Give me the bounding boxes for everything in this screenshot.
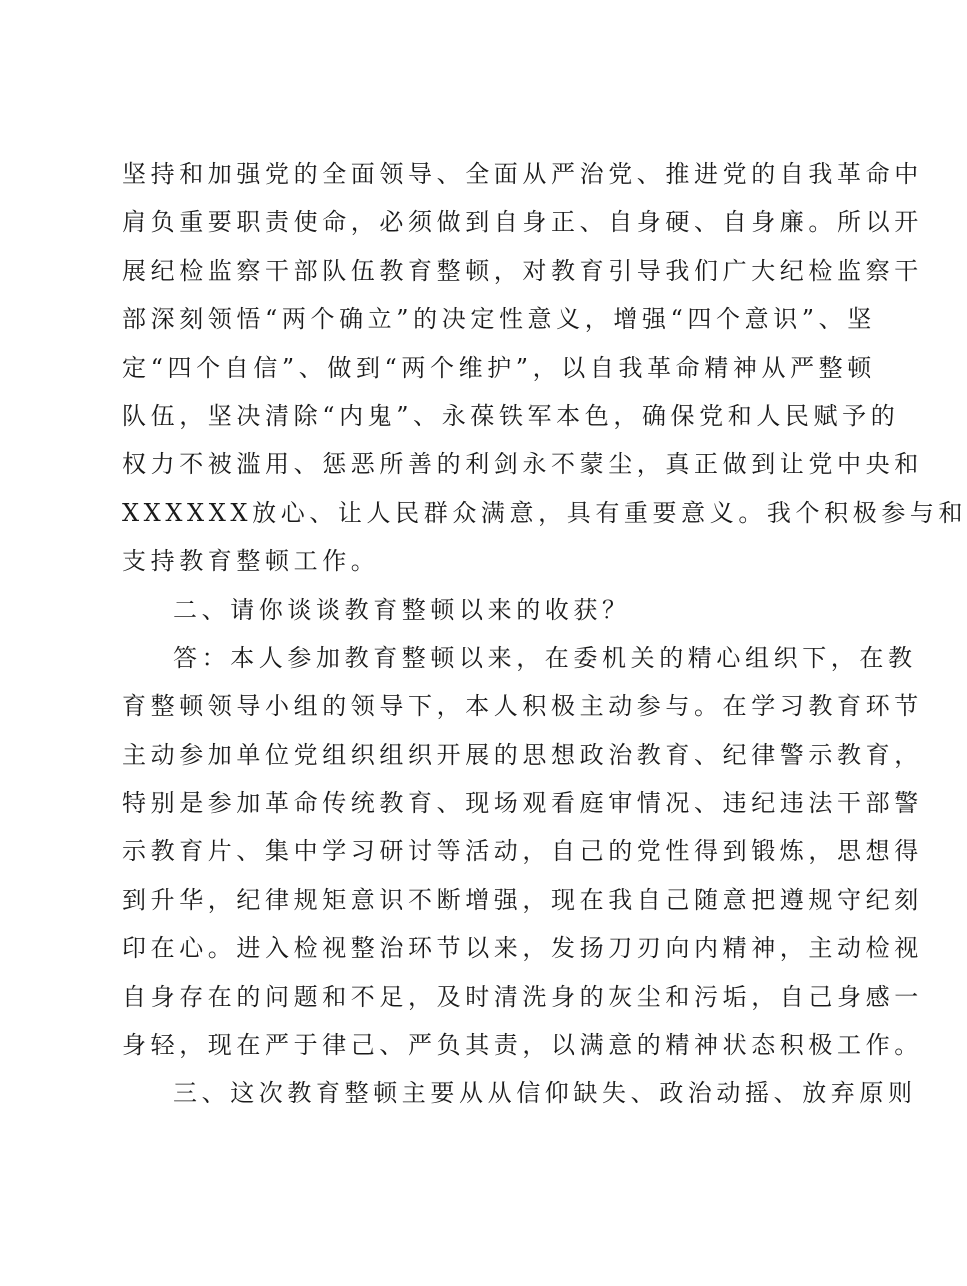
text-line: XXXXXX放心、让人民群众满意，具有重要意义。我个积极参与和: [122, 498, 967, 527]
text-line: 自身存在的问题和不足，及时清洗身的灰尘和污垢，自己身感一: [122, 982, 923, 1011]
text-line: 答：本人参加教育整顿以来，在委机关的精心组织下，在教: [173, 643, 917, 672]
text-line: 部深刻领悟“两个确立”的决定性意义，增强“四个意识”、坚: [122, 305, 876, 334]
text-line: 特别是参加革命传统教育、现场观看庭审情况、违纪违法干部警: [122, 789, 923, 818]
text-line: 身轻，现在严于律己、严负其责，以满意的精神状态积极工作。: [122, 1031, 923, 1060]
text-line: 印在心。进入检视整治环节以来，发扬刀刃向内精神，主动检视: [122, 934, 923, 963]
text-line: 育整顿领导小组的领导下，本人积极主动参与。在学习教育环节: [122, 692, 923, 721]
text-line: 到升华，纪律规矩意识不断增强，现在我自己随意把遵规守纪刻: [122, 885, 923, 914]
text-line: 坚持和加强党的全面领导、全面从严治党、推进党的自我革命中: [122, 160, 923, 188]
text-line: 定“四个自信”、做到“两个维护”，以自我革命精神从严整顿: [122, 353, 876, 382]
document-body: [122, 160, 967, 1128]
text-line: 权力不被滥用、惩恶所善的利剑永不蒙尘，真正做到让党中央和: [122, 450, 923, 479]
section-heading: 三、这次教育整顿主要从从信仰缺失、政治动摇、放弃原则: [173, 1079, 917, 1108]
text-line: 肩负重要职责使命，必须做到自身正、自身硬、自身廉。所以开: [122, 208, 923, 237]
section-heading: 二、请你谈谈教育整顿以来的收获？: [173, 595, 631, 624]
text-line: 主动参加单位党组织组织开展的思想政治教育、纪律警示教育，: [122, 740, 923, 769]
text-line: 展纪检监察干部队伍教育整顿，对教育引导我们广大纪检监察干: [122, 256, 923, 285]
text-line: 队伍，坚决清除“内鬼”、永葆铁军本色，确保党和人民赋予的: [122, 401, 900, 430]
text-line: 支持教育整顿工作。: [122, 547, 380, 576]
text-line: 示教育片、集中学习研讨等活动，自己的党性得到锻炼，思想得: [122, 837, 923, 866]
